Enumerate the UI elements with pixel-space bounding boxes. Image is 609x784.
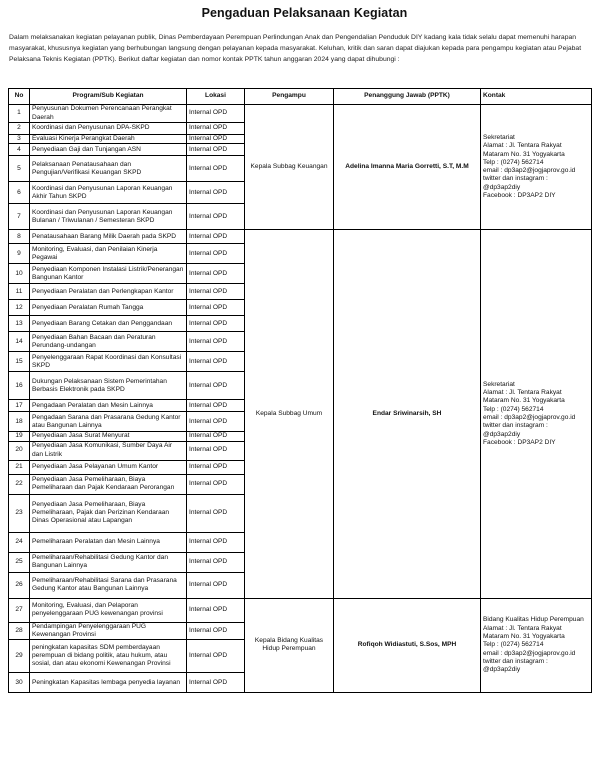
row-number: 1 [9, 105, 30, 123]
row-number: 25 [9, 552, 30, 572]
program-cell: Penyusunan Dokumen Perencanaan Perangkat Daerah [30, 105, 187, 123]
program-cell: Penyediaan Jasa Pelayanan Umum Kantor [30, 460, 187, 474]
location-cell: Internal OPD [187, 316, 245, 332]
location-cell: Internal OPD [187, 572, 245, 598]
location-cell: Internal OPD [187, 230, 245, 244]
row-number: 9 [9, 244, 30, 264]
header-pengampu: Pengampu [245, 89, 334, 105]
program-cell: Penyediaan Bahan Bacaan dan Peraturan Perundang-undangan [30, 332, 187, 352]
location-cell: Internal OPD [187, 441, 245, 460]
program-cell: peningkatan kapasitas SDM pemberdayaan perempuan di bidang politik, atau hukum, atau sosial, dan atau ekonomi Kewenangan Provinsi [30, 640, 187, 673]
location-cell: Internal OPD [187, 412, 245, 432]
row-number: 8 [9, 230, 30, 244]
row-number: 15 [9, 352, 30, 372]
program-cell: Penyelenggaraan Rapat Koordinasi dan Konsultasi SKPD [30, 352, 187, 372]
table-row [9, 598, 592, 622]
location-cell: Internal OPD [187, 182, 245, 204]
row-number: 11 [9, 284, 30, 300]
location-cell: Internal OPD [187, 372, 245, 400]
contact-line: Sekretariat [483, 133, 515, 141]
location-cell: Internal OPD [187, 135, 245, 144]
row-number: 4 [9, 144, 30, 156]
program-cell: Pemeliharaan Peralatan dan Mesin Lainnya [30, 532, 187, 552]
location-cell: Internal OPD [187, 144, 245, 156]
contact-line: email : dp3ap2@jogjaprov.go.id [483, 167, 576, 175]
program-cell: Penyediaan Komponen Instalasi Listrik/Penerangan Bangunan Kantor [30, 264, 187, 284]
row-number: 26 [9, 572, 30, 598]
contact-line: Alamat : Jl. Tentara Rakyat [483, 142, 562, 150]
pptk-cell: Rofiqoh Widiastuti, S.Sos, MPH [334, 598, 481, 693]
row-number: 10 [9, 264, 30, 284]
location-cell: Internal OPD [187, 494, 245, 532]
location-cell: Internal OPD [187, 264, 245, 284]
location-cell: Internal OPD [187, 123, 245, 135]
program-cell: Monitoring, Evaluasi, dan Penilaian Kinerja Pegawai [30, 244, 187, 264]
pengampu-cell: Kepala Subbag Keuangan [245, 105, 334, 230]
contact-line: twitter dan instagram : [483, 657, 548, 665]
program-cell: Koordinasi dan Penyusunan Laporan Keuangan Akhir Tahun SKPD [30, 182, 187, 204]
program-cell: Penyediaan Peralatan Rumah Tangga [30, 300, 187, 316]
row-number: 29 [9, 640, 30, 673]
program-cell: Penyediaan Gaji dan Tunjangan ASN [30, 144, 187, 156]
program-cell: Evaluasi Kinerja Perangkat Daerah [30, 135, 187, 144]
contact-line: Mataram No. 31 Yogyakarta [483, 397, 565, 405]
contact-line: Mataram No. 31 Yogyakarta [483, 150, 565, 158]
contact-line: email : dp3ap2@jogjaprov.go.id [483, 649, 576, 657]
program-cell: Penyediaan Jasa Komunikasi, Sumber Daya Air dan Listrik [30, 441, 187, 460]
program-cell: Penyediaan Barang Cetakan dan Penggandaan [30, 316, 187, 332]
location-cell: Internal OPD [187, 300, 245, 316]
location-cell: Internal OPD [187, 598, 245, 622]
pengampu-cell: Kepala Bidang Kualitas Hidup Perempuan [245, 598, 334, 693]
row-number: 7 [9, 204, 30, 230]
program-cell: Penyediaan Jasa Surat Menyurat [30, 432, 187, 441]
contact-line: Telp : (0274) 562714 [483, 158, 544, 166]
header-no: No [9, 89, 30, 105]
contact-line: twitter dan instagram : [483, 175, 548, 183]
contact-line: @dp3ap2diy [483, 183, 521, 191]
row-number: 28 [9, 622, 30, 640]
location-cell: Internal OPD [187, 673, 245, 693]
header-lokasi: Lokasi [187, 89, 245, 105]
row-number: 30 [9, 673, 30, 693]
program-cell: Pengadaan Peralatan dan Mesin Lainnya [30, 400, 187, 412]
table-row [9, 230, 592, 244]
contact-line: Mataram No. 31 Yogyakarta [483, 632, 565, 640]
location-cell: Internal OPD [187, 204, 245, 230]
location-cell: Internal OPD [187, 284, 245, 300]
contact-cell [481, 230, 592, 598]
row-number: 5 [9, 156, 30, 182]
row-number: 24 [9, 532, 30, 552]
location-cell: Internal OPD [187, 460, 245, 474]
program-cell: Pendampingan Penyelenggaraan PUG Kewenangan Provinsi [30, 622, 187, 640]
contact-line: twitter dan instagram : [483, 422, 548, 430]
row-number: 22 [9, 474, 30, 494]
table-row [9, 105, 592, 123]
program-cell: Penyediaan Jasa Pemeliharaan, Biaya Pemeliharaan dan Pajak Kendaraan Perorangan [30, 474, 187, 494]
row-number: 20 [9, 441, 30, 460]
row-number: 19 [9, 432, 30, 441]
row-number: 17 [9, 400, 30, 412]
location-cell: Internal OPD [187, 244, 245, 264]
intro-paragraph: Dalam melaksanakan kegiatan pelayanan publik, Dinas Pemberdayaan Perempuan Perlindungan Anak dan Pengendalian Penduduk DIY kadang kala tidak selalu dapat memenuhi harapan masyarakat, khususnya kegiatan yang berhubungan langsung dengan pelayanan kepada masyarakat. Keluhan, kritik dan saran dapat diajukan kepada para pengampu kegiatan atau Pejabat Pelaksana Teknis Kegiatan (PPTK). Berikut daftar kegiatan dan nomor kontak PPTK tahun anggaran 2024 yang dapat dihubungi : [9, 34, 582, 63]
header-kontak: Kontak [481, 89, 592, 105]
contact-line: Telp : (0274) 562714 [483, 405, 544, 413]
header-pptk: Penanggung Jawab (PPTK) [334, 89, 481, 105]
program-cell: Monitoring, Evaluasi, dan Pelaporan penyelenggaraan PUG kewenangan provinsi [30, 598, 187, 622]
location-cell: Internal OPD [187, 432, 245, 441]
row-number: 13 [9, 316, 30, 332]
complaint-contact-table [8, 88, 592, 693]
row-number: 16 [9, 372, 30, 400]
contact-line: @dp3ap2diy [483, 666, 521, 674]
contact-line: @dp3ap2diy [483, 430, 521, 438]
contact-line: Telp : (0274) 562714 [483, 641, 544, 649]
program-cell: Penyediaan Peralatan dan Perlengkapan Kantor [30, 284, 187, 300]
location-cell: Internal OPD [187, 640, 245, 673]
row-number: 18 [9, 412, 30, 432]
contact-cell [481, 598, 592, 693]
document-title: Pengaduan Pelaksanaan Kegiatan [201, 6, 408, 20]
location-cell: Internal OPD [187, 156, 245, 182]
program-cell: Koordinasi dan Penyusunan DPA-SKPD [30, 123, 187, 135]
program-cell: Pelaksanaan Penatausahaan dan Pengujian/Verifikasi Keuangan SKPD [30, 156, 187, 182]
contact-line: Alamat : Jl. Tentara Rakyat [483, 624, 562, 632]
row-number: 3 [9, 135, 30, 144]
table-header-row [9, 89, 592, 105]
pengampu-cell: Kepala Subbag Umum [245, 230, 334, 598]
contact-line: email : dp3ap2@jogjaprov.go.id [483, 413, 576, 421]
table-body [9, 105, 592, 693]
row-number: 27 [9, 598, 30, 622]
header-program: Program/Sub Kegiatan [30, 89, 187, 105]
pptk-cell: Adelina Imanna Maria Gorretti, S.T, M.M [334, 105, 481, 230]
contact-line: Facebook : DP3AP2 DIY [483, 438, 556, 446]
location-cell: Internal OPD [187, 105, 245, 123]
location-cell: Internal OPD [187, 352, 245, 372]
row-number: 21 [9, 460, 30, 474]
program-cell: Penatausahaan Barang Milik Daerah pada SKPD [30, 230, 187, 244]
row-number: 23 [9, 494, 30, 532]
program-cell: Pemeliharaan/Rehabilitasi Sarana dan Prasarana Gedung Kantor atau Bangunan Lainnya [30, 572, 187, 598]
location-cell: Internal OPD [187, 400, 245, 412]
contact-line: Facebook : DP3AP2 DIY [483, 192, 556, 200]
pptk-cell: Endar Sriwinarsih, SH [334, 230, 481, 598]
location-cell: Internal OPD [187, 332, 245, 352]
program-cell: Pemeliharaan/Rehabilitasi Gedung Kantor dan Bangunan Lainnya [30, 552, 187, 572]
row-number: 2 [9, 123, 30, 135]
contact-line: Alamat : Jl. Tentara Rakyat [483, 389, 562, 397]
contact-line: Bidang Kualitas Hidup Perempuan [483, 616, 584, 624]
program-cell: Pengadaan Sarana dan Prasarana Gedung Kantor atau Bangunan Lainnya [30, 412, 187, 432]
location-cell: Internal OPD [187, 474, 245, 494]
program-cell: Penyediaan Jasa Pemeliharaan, Biaya Pemeliharaan, Pajak dan Perizinan Kendaraan Dinas Operasional atau Lapangan [30, 494, 187, 532]
location-cell: Internal OPD [187, 622, 245, 640]
location-cell: Internal OPD [187, 552, 245, 572]
program-cell: Koordinasi dan Penyusunan Laporan Keuangan Bulanan / Triwulanan / Semesteran SKPD [30, 204, 187, 230]
location-cell: Internal OPD [187, 532, 245, 552]
row-number: 14 [9, 332, 30, 352]
program-cell: Dukungan Pelaksanaan Sistem Pemerintahan Berbasis Elektronik pada SKPD [30, 372, 187, 400]
program-cell: Peningkatan Kapasitas lembaga penyedia layanan [30, 673, 187, 693]
contact-line: Sekretariat [483, 380, 515, 388]
contact-cell [481, 105, 592, 230]
row-number: 12 [9, 300, 30, 316]
row-number: 6 [9, 182, 30, 204]
